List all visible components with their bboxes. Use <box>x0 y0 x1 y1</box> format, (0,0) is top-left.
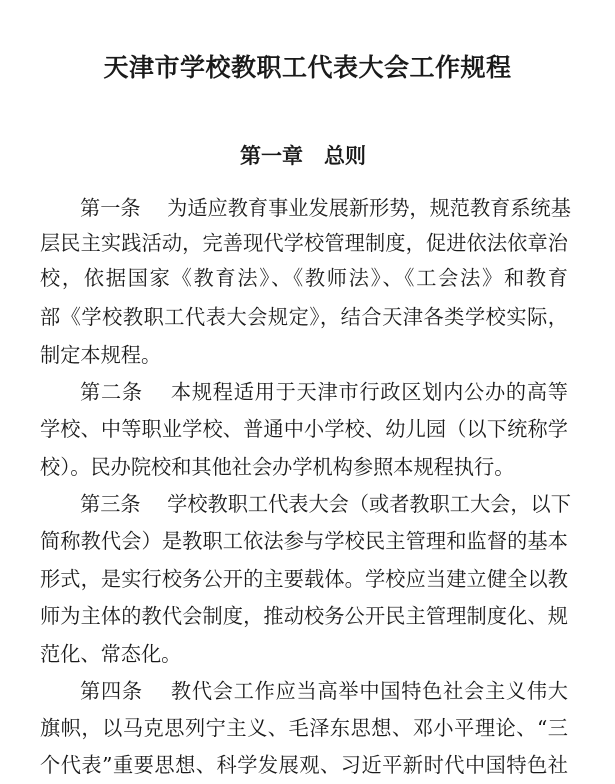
text-line: 部《学校教职工代表大会规定》，结合天津各类学校实际， <box>40 305 568 329</box>
text-line: 第四条 教代会工作应当高举中国特色社会主义伟大 <box>80 679 568 703</box>
text-line: 第三条 学校教职工代表大会（或者教职工大会，以下 <box>80 492 571 516</box>
text-line: 学校、中等职业学校、普通中小学校、幼儿园（以下统称学 <box>40 417 568 441</box>
text-line: 制定本规程。 <box>40 343 162 367</box>
text-line: 第一条 为适应教育事业发展新形势，规范教育系统基 <box>80 196 571 220</box>
text-line: 旗帜，以马克思列宁主义、毛泽东思想、邓小平理论、“三 <box>40 716 568 740</box>
text-line: 校）。民办院校和其他社会办学机构参照本规程执行。 <box>40 455 515 479</box>
text-line: 层民主实践活动，完善现代学校管理制度，促进依法依章治 <box>40 231 568 255</box>
text-line: 师为主体的教代会制度，推动校务公开民主管理制度化、规 <box>40 604 568 628</box>
text-line: 个代表”重要思想、科学发展观、习近平新时代中国特色社 <box>40 753 568 777</box>
chapter-heading: 第一章 总则 <box>240 144 366 168</box>
text-line: 第二条 本规程适用于天津市行政区划内公办的高等 <box>80 380 568 404</box>
text-line: 形式，是实行校务公开的主要载体。学校应当建立健全以教 <box>40 567 568 591</box>
text-line: 简称教代会）是教职工依法参与学校民主管理和监督的基本 <box>40 529 568 553</box>
text-line: 范化、常态化。 <box>40 642 182 666</box>
text-line: 校，依据国家《教育法》、《教师法》、《工会法》和教育 <box>40 266 568 290</box>
document-title: 天津市学校教职工代表大会工作规程 <box>103 53 512 82</box>
